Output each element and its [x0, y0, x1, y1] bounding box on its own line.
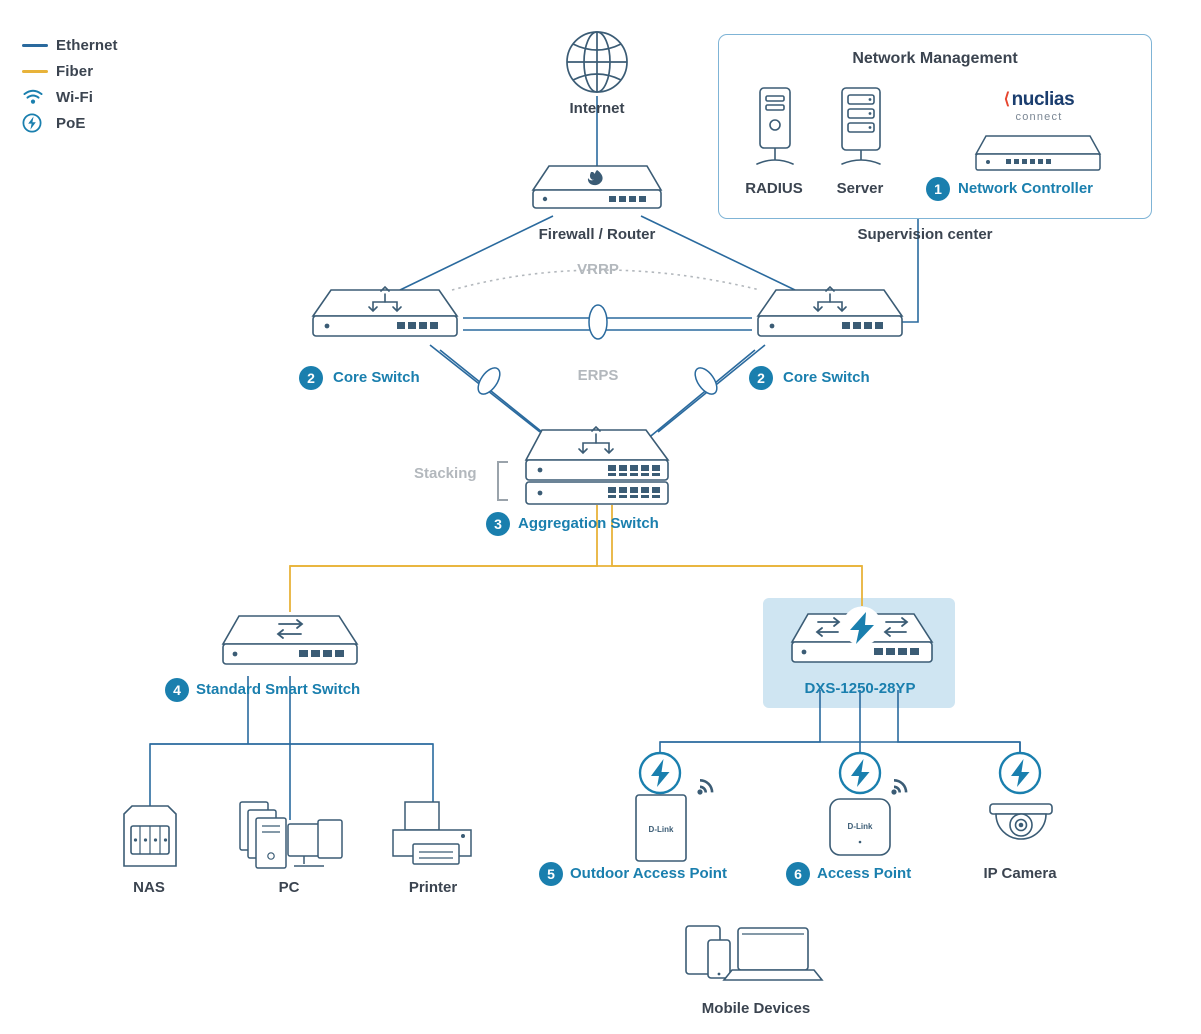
nuclias-tagline: connect: [1015, 111, 1063, 123]
stacking-label: Stacking: [414, 465, 477, 482]
core-switch-right-icon: [750, 284, 910, 349]
legend-label: PoE: [56, 114, 86, 132]
radius-tower-icon: [748, 84, 802, 175]
legend: [22, 32, 222, 136]
svg-text:D-Link: D-Link: [648, 825, 674, 834]
badge-network-controller: 1: [926, 177, 950, 201]
firewall-router-label: Firewall / Router: [538, 226, 656, 243]
controller-appliance-icon: [968, 130, 1108, 181]
network-management-title: Network Management: [852, 50, 1018, 67]
legend-item-wifi: [22, 84, 222, 110]
server-rack-icon: [830, 84, 892, 175]
poe-switch-icon: [782, 606, 942, 673]
wifi-icon: [22, 88, 56, 106]
badge-smart-switch: 4: [165, 678, 189, 702]
aggregation-switch-icon: [512, 424, 678, 515]
firewall-icon: [525, 160, 669, 221]
pc-icon: [236, 796, 348, 881]
pc-label: PC: [278, 879, 300, 896]
access-point-body-icon: [826, 795, 894, 864]
radius-label: RADIUS: [745, 180, 803, 197]
mobile-devices-label: Mobile Devices: [701, 1000, 811, 1017]
erps-label: ERPS: [577, 367, 619, 384]
internet-label: Internet: [569, 100, 625, 117]
ip-camera-label: IP Camera: [983, 865, 1057, 882]
wifi-signal-icon: [694, 772, 720, 803]
access-point-label: Access Point: [817, 865, 912, 882]
poe-icon: [22, 113, 56, 133]
legend-label: Wi-Fi: [56, 88, 94, 106]
aggregation-switch-label: Aggregation Switch: [518, 515, 659, 532]
camera-poe-icon: [998, 751, 1042, 800]
legend-item-fiber: [22, 58, 222, 84]
smart-switch-icon: [215, 610, 365, 675]
legend-item-poe: [22, 110, 222, 136]
outdoor-ap-body-icon: [633, 792, 689, 869]
ethernet-line-icon: [22, 44, 56, 47]
mobile-devices-icon: [682, 920, 830, 993]
dxs-switch-label: DXS-1250-28YP: [804, 680, 916, 697]
badge-aggregation-switch: 3: [486, 512, 510, 536]
supervision-center-label: Supervision center: [857, 226, 993, 243]
badge-access-point: 6: [786, 862, 810, 886]
legend-label: Ethernet: [56, 36, 118, 54]
badge-core-switch-left: 2: [299, 366, 323, 390]
nuclias-name: ⟨ nuclias: [1003, 89, 1075, 110]
printer-icon: [385, 798, 483, 875]
nas-icon: [118, 800, 182, 877]
legend-label: Fiber: [56, 62, 94, 80]
core-switch-left-label: Core Switch: [333, 369, 420, 386]
nuclias-logo: [978, 90, 1100, 123]
vrrp-label: VRRP: [577, 261, 619, 278]
badge-core-switch-right: 2: [749, 366, 773, 390]
svg-text:D-Link: D-Link: [847, 822, 873, 831]
printer-label: Printer: [408, 879, 458, 896]
legend-item-ethernet: [22, 32, 222, 58]
globe-icon: [561, 26, 633, 103]
dome-camera-icon: [984, 798, 1058, 863]
core-switch-right-label: Core Switch: [783, 369, 870, 386]
server-label: Server: [836, 180, 884, 197]
nas-label: NAS: [133, 879, 165, 896]
smart-switch-label: Standard Smart Switch: [196, 681, 361, 698]
network-controller-label: Network Controller: [958, 180, 1094, 197]
badge-outdoor-ap: 5: [539, 862, 563, 886]
core-switch-left-icon: [305, 284, 465, 349]
access-point-poe-icon: [838, 751, 882, 800]
outdoor-ap-label: Outdoor Access Point: [570, 865, 727, 882]
nuclias-logo-mark: ⟨: [1003, 91, 1010, 108]
fiber-line-icon: [22, 70, 56, 73]
